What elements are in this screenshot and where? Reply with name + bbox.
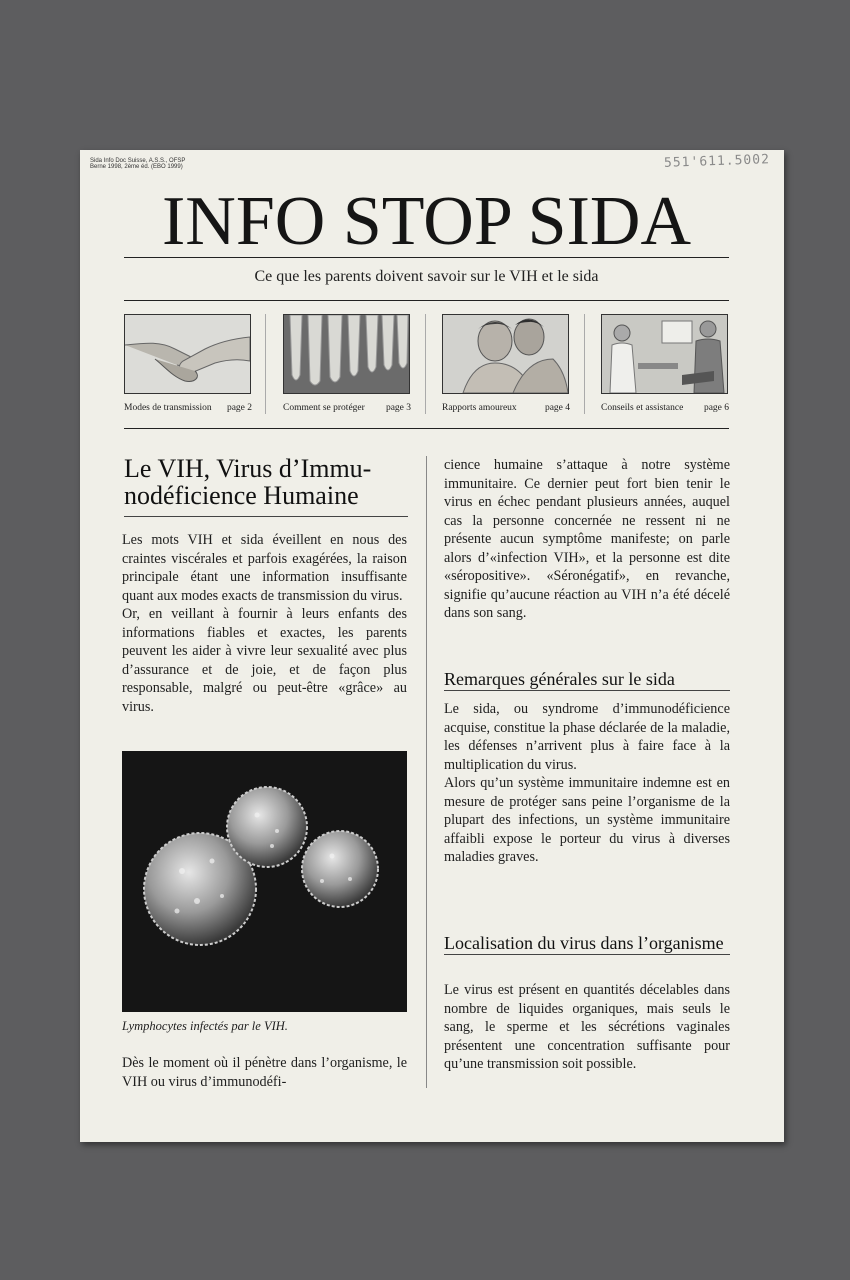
handwritten-catalog-number: 551'611.5002 bbox=[663, 152, 771, 171]
toc-page: page 2 bbox=[226, 403, 252, 413]
consultation-photo-icon bbox=[601, 314, 728, 394]
brochure-page bbox=[80, 150, 784, 1142]
toc-divider bbox=[584, 314, 585, 414]
lymphocytes-micrograph bbox=[122, 751, 407, 1012]
section-heading-localisation: Localisation du virus dans l’organisme bbox=[444, 934, 730, 955]
photo-caption: Lymphocytes infectés par le VIH. bbox=[122, 1019, 288, 1033]
left-column-text bbox=[122, 531, 407, 716]
main-heading-rule bbox=[124, 516, 408, 517]
toc-strip bbox=[124, 314, 729, 424]
general-remarks-text bbox=[444, 700, 730, 867]
immune-weakness-paragraph: Alors qu’un système immunitaire indemne est en mesure de protéger sans peine l’organisme de la plupart des infections, un système immunitaire affaibli expose le porteur du virus à diverses maladies graves. bbox=[444, 775, 730, 865]
handshake-photo-icon bbox=[124, 314, 251, 394]
toc-item-transmission[interactable] bbox=[124, 314, 252, 424]
left-column-continued bbox=[122, 1054, 407, 1091]
toc-label: Comment se protéger bbox=[283, 403, 365, 413]
intro-paragraph: Les mots VIH et sida éveillent en nous des craintes viscérales et parfois exagérées, la raison principale étant une information insuffisante quant aux modes exacts de transmission du virus. bbox=[122, 532, 407, 604]
aids-definition-paragraph: Le sida, ou syndrome d’immunodéficience acquise, constitue la phase déclarée de la maladie, les défenses n’arrivent plus à faire face à la multiplication du virus. bbox=[444, 701, 730, 773]
publisher-credits bbox=[90, 158, 185, 170]
toc-page: page 6 bbox=[703, 403, 729, 413]
toc-item-counselling[interactable] bbox=[601, 314, 729, 424]
credits-line-1: Sida Info Doc Suisse, A.S.S., OFSP bbox=[90, 158, 186, 164]
masthead-title: INFO STOP SIDA bbox=[162, 183, 691, 260]
localisation-text bbox=[444, 981, 730, 1074]
immune-system-paragraph: cience humaine s’attaque à notre système immunitaire. Ce dernier peut fort bien tenir le virus en échec pendant plusieurs années, auquel cas la personne concernée ne ressent ni ne présente aucun symptôme manifeste; on parle alors d’«infection VIH», et la personne est dite «séropositive». «Séronégatif», en revanche, signifie qu’aucune réaction au VIH n’a été décelé dans son sang. bbox=[444, 457, 730, 621]
credits-line-2: Berne 1998, 2ème éd. (EBO 1999) bbox=[90, 164, 183, 170]
toc-label: Rapports amoureux bbox=[442, 403, 517, 413]
toc-divider bbox=[265, 314, 266, 414]
body-fluids-paragraph: Le virus est présent en quantités décelables dans nombre de liquides organiques, mais seuls le sang, le sperme et les sécrétions vaginales présentent une concentration suffisante pour qu’une transmission soit possible. bbox=[444, 982, 730, 1072]
parents-paragraph: Or, en veillant à fournir à leurs enfants des informations fiables et exactes, les parents peuvent les aider à vivre leur sexualité avec plus d’assurance et de joie, et de façon plus responsable, malgré ou peut-être «grâce» au virus. bbox=[122, 606, 407, 715]
toc-label: Conseils et assistance bbox=[601, 403, 684, 413]
toc-item-protection[interactable] bbox=[283, 314, 411, 424]
column-divider bbox=[426, 456, 427, 1088]
section-heading-general: Remarques générales sur le sida bbox=[444, 670, 730, 691]
toc-label: Modes de transmission bbox=[124, 403, 212, 413]
toc-divider bbox=[425, 314, 426, 414]
masthead-rule bbox=[124, 257, 729, 258]
toc-item-relationships[interactable] bbox=[442, 314, 570, 424]
toc-page: page 4 bbox=[544, 403, 570, 413]
virus-entry-paragraph: Dès le moment où il pénètre dans l’organisme, le VIH ou virus d’immunodéfi- bbox=[122, 1055, 407, 1090]
main-heading: Le VIH, Virus d’Immu-nodéficience Humaine bbox=[124, 454, 372, 510]
subtitle: Ce que les parents doivent savoir sur le VIH et le sida bbox=[254, 268, 599, 285]
toc-rule bbox=[124, 428, 729, 429]
couple-photo-icon bbox=[442, 314, 569, 394]
subtitle-rule bbox=[124, 300, 729, 301]
condoms-photo-icon bbox=[283, 314, 410, 394]
right-column-text bbox=[444, 456, 730, 623]
toc-page: page 3 bbox=[385, 403, 411, 413]
